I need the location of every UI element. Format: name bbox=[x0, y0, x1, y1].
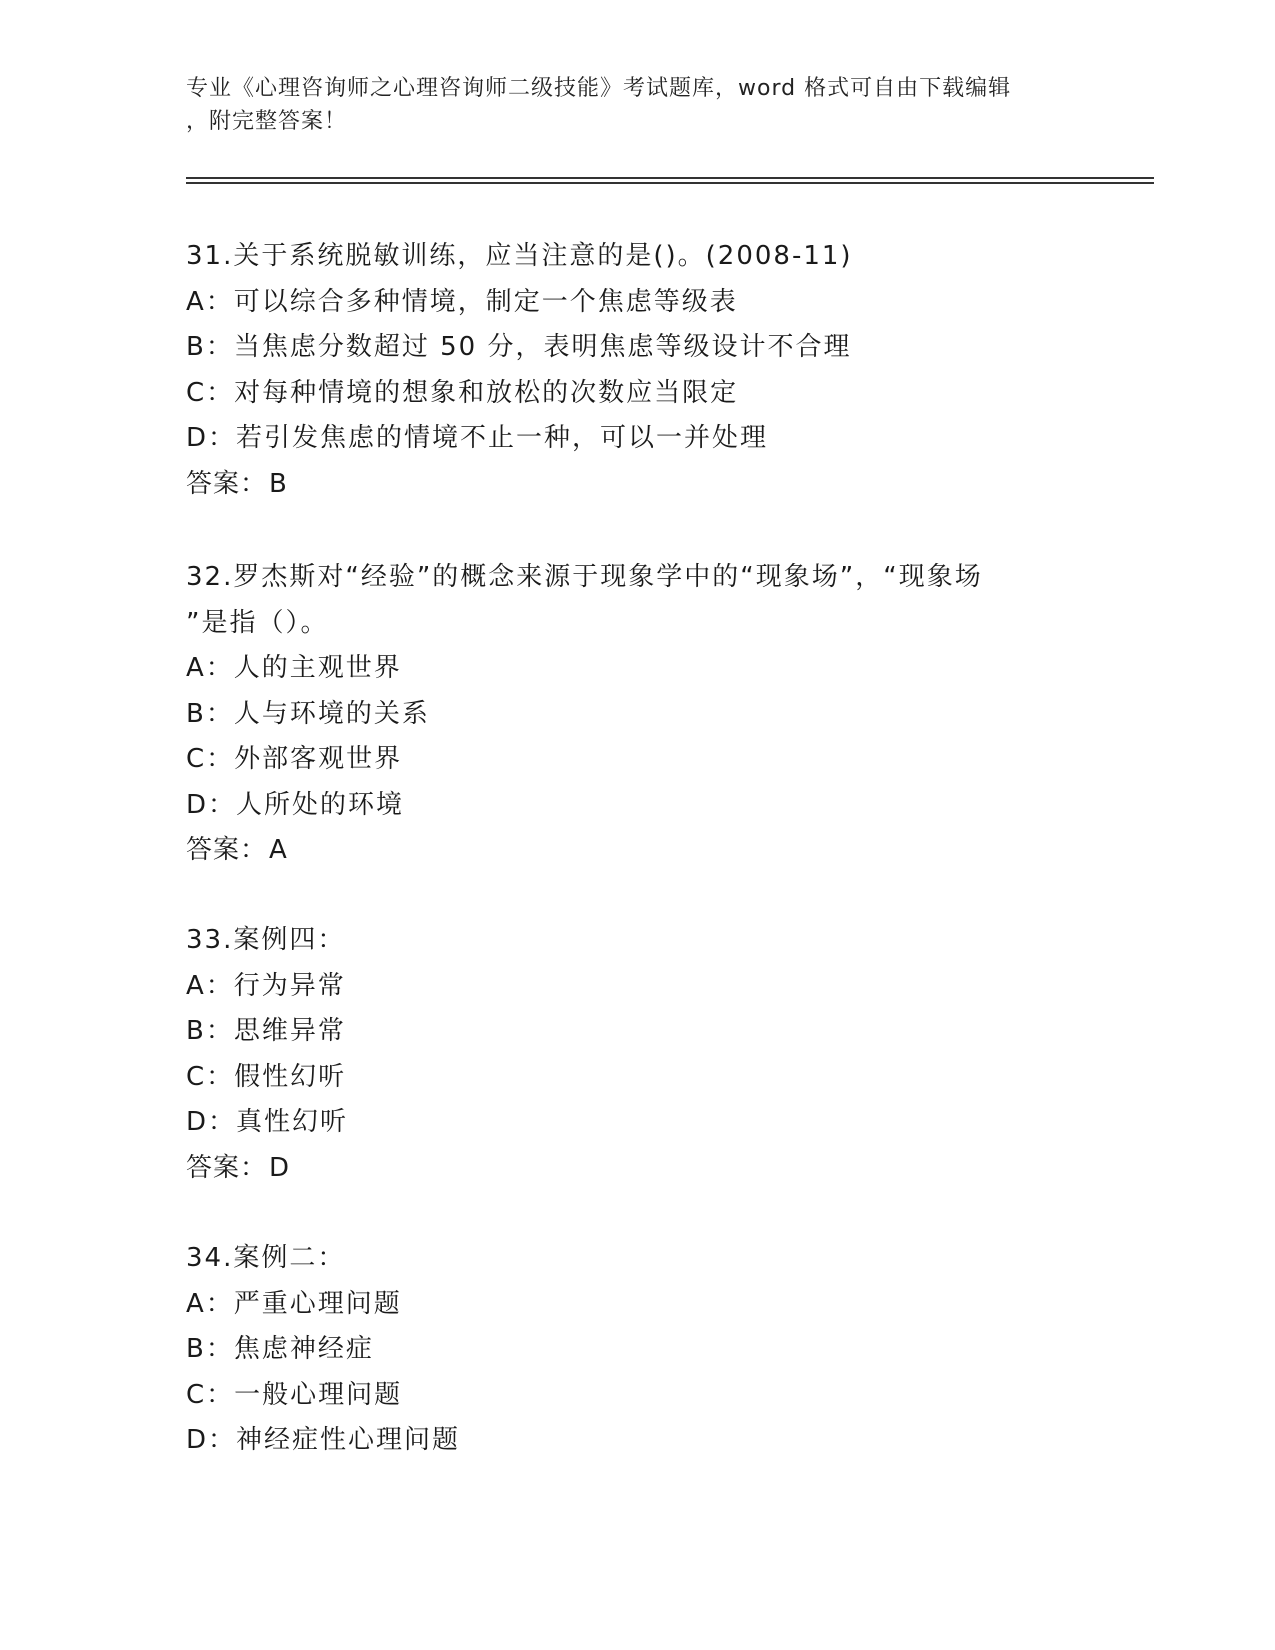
option-c: C：一般心理问题 bbox=[186, 1379, 403, 1410]
answer-line bbox=[186, 828, 1086, 874]
question-32 bbox=[186, 555, 1086, 874]
answer-value: D bbox=[269, 1152, 291, 1183]
document-header bbox=[186, 72, 1066, 138]
header-line-1: 专业《心理咨询师之心理咨询师二级技能》考试题库，word 格式可自由下载编辑 bbox=[186, 76, 1012, 101]
question-stem-line-1: 32.罗杰斯对“经验”的概念来源于现象学中的“现象场”，“现象场 bbox=[186, 562, 983, 592]
question-31 bbox=[186, 234, 1086, 507]
answer-label: 答案： bbox=[186, 468, 268, 499]
option-d: D：若引发焦虑的情境不止一种，可以一并处理 bbox=[186, 423, 769, 453]
question-33 bbox=[186, 918, 1086, 1191]
answer-value: B bbox=[269, 468, 288, 499]
option-b: B：思维异常 bbox=[186, 1016, 346, 1046]
option-d: D：人所处的环境 bbox=[186, 789, 405, 820]
option-b: B：当焦虑分数超过 50 分，表明焦虑等级设计不合理 bbox=[186, 332, 852, 362]
answer-label: 答案： bbox=[186, 835, 268, 865]
option-a: A：严重心理问题 bbox=[186, 1288, 402, 1319]
option-c: C：外部客观世界 bbox=[186, 744, 403, 774]
question-34 bbox=[186, 1236, 1086, 1464]
option-d: D：神经症性心理问题 bbox=[186, 1425, 461, 1455]
option-d: D：真性幻听 bbox=[186, 1107, 349, 1137]
question-stem: 31.关于系统脱敏训练，应当注意的是()。(2008-11) bbox=[186, 241, 853, 271]
header-divider-top bbox=[186, 177, 1154, 179]
option-a: A：行为异常 bbox=[186, 970, 346, 1001]
option-a: A：可以综合多种情境，制定一个焦虑等级表 bbox=[186, 286, 738, 317]
question-stem: 34.案例二： bbox=[186, 1243, 346, 1273]
header-divider-bottom bbox=[186, 182, 1154, 184]
option-b: B：焦虑神经症 bbox=[186, 1334, 374, 1364]
question-stem-line-2: ”是指（）。 bbox=[186, 607, 329, 638]
header-line-2: ，附完整答案！ bbox=[186, 109, 348, 134]
question-stem: 33.案例四： bbox=[186, 925, 346, 955]
answer-line bbox=[186, 462, 1086, 508]
option-b: B：人与环境的关系 bbox=[186, 698, 430, 729]
answer-value: A bbox=[269, 835, 288, 865]
option-c: C：假性幻听 bbox=[186, 1061, 347, 1092]
option-c: C：对每种情境的想象和放松的次数应当限定 bbox=[186, 377, 739, 408]
answer-label: 答案： bbox=[186, 1152, 268, 1183]
option-a: A：人的主观世界 bbox=[186, 653, 402, 683]
answer-line bbox=[186, 1146, 1086, 1192]
